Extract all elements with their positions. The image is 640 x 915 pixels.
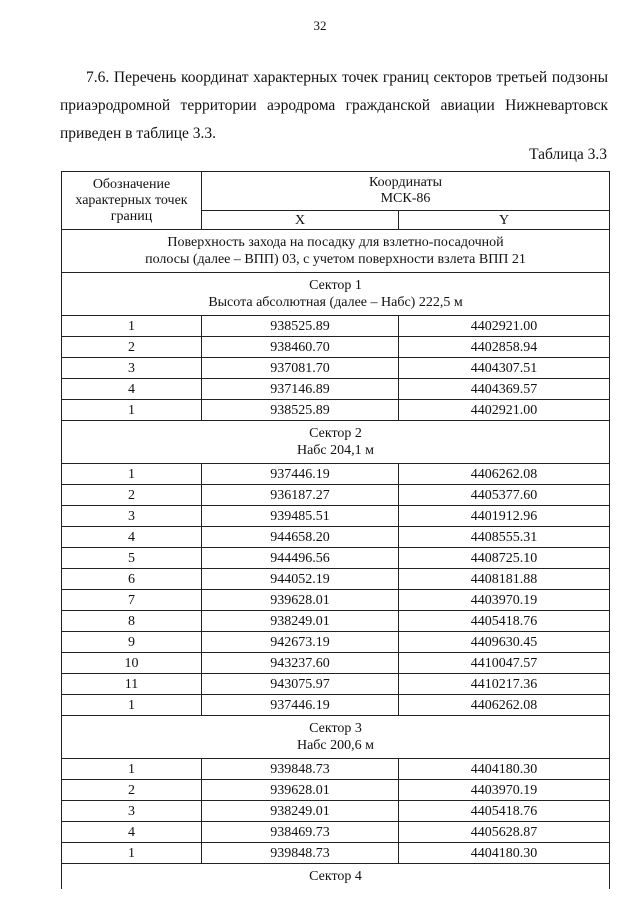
section-title	[62, 230, 610, 273]
point-number-cell: 4	[62, 379, 202, 400]
y-coordinate-cell: 4402858.94	[399, 337, 610, 358]
page-number: 32	[313, 18, 327, 33]
x-coordinate-cell: 936187.27	[202, 485, 399, 506]
x-coordinate-cell: 939628.01	[202, 590, 399, 611]
point-number-cell: 1	[62, 400, 202, 421]
x-coordinate-cell: 938460.70	[202, 337, 399, 358]
table-row	[62, 801, 610, 822]
y-coordinate-cell: 4403970.19	[399, 590, 610, 611]
y-coordinate-cell: 4410217.36	[399, 674, 610, 695]
y-coordinate-cell: 4408181.88	[399, 569, 610, 590]
table-row	[62, 653, 610, 674]
header-y: Y	[399, 211, 610, 230]
table-row	[62, 569, 610, 590]
section-header-row	[62, 421, 610, 464]
x-coordinate-cell: 943237.60	[202, 653, 399, 674]
table-row	[62, 358, 610, 379]
y-coordinate-cell: 4404180.30	[399, 843, 610, 864]
table-row	[62, 548, 610, 569]
x-coordinate-cell: 938249.01	[202, 611, 399, 632]
point-number-cell: 6	[62, 569, 202, 590]
y-coordinate-cell: 4410047.57	[399, 653, 610, 674]
y-coordinate-cell: 4404180.30	[399, 759, 610, 780]
table-row	[62, 590, 610, 611]
point-number-cell: 1	[62, 759, 202, 780]
table-row	[62, 464, 610, 485]
section-title	[62, 716, 610, 759]
table-row	[62, 780, 610, 801]
coordinates-table	[61, 171, 610, 889]
point-number-cell: 5	[62, 548, 202, 569]
x-coordinate-cell: 938469.73	[202, 822, 399, 843]
table-row	[62, 822, 610, 843]
y-coordinate-cell: 4405377.60	[399, 485, 610, 506]
point-number-cell: 1	[62, 464, 202, 485]
point-number-cell: 3	[62, 358, 202, 379]
point-number-cell: 1	[62, 695, 202, 716]
x-coordinate-cell: 944496.56	[202, 548, 399, 569]
section-title-line: Сектор 1	[309, 278, 362, 293]
section-title-line: Набс 200,6 м	[296, 738, 375, 753]
y-coordinate-cell: 4405418.76	[399, 801, 610, 822]
table-row	[62, 485, 610, 506]
x-coordinate-cell: 939485.51	[202, 506, 399, 527]
y-coordinate-cell: 4409630.45	[399, 632, 610, 653]
point-number-cell: 4	[62, 527, 202, 548]
section-header-row	[62, 273, 610, 316]
table-row	[62, 506, 610, 527]
y-coordinate-cell: 4406262.08	[399, 695, 610, 716]
point-number-cell: 3	[62, 506, 202, 527]
section-title-line: полосы (далее – ВПП) 03, с учетом поверхности взлета ВПП 21	[145, 252, 526, 267]
section-title	[62, 421, 610, 464]
x-coordinate-cell: 942673.19	[202, 632, 399, 653]
header-point-designation: Обозначение характерных точек границ	[62, 172, 202, 230]
x-coordinate-cell: 938249.01	[202, 801, 399, 822]
table-row	[62, 611, 610, 632]
section-title	[62, 864, 610, 890]
x-coordinate-cell: 937446.19	[202, 695, 399, 716]
header-x: X	[202, 211, 399, 230]
x-coordinate-cell: 938525.89	[202, 400, 399, 421]
table-row	[62, 379, 610, 400]
y-coordinate-cell: 4401912.96	[399, 506, 610, 527]
paragraph-line: приаэродромной территории аэродрома гражданской авиации Нижневартовск	[60, 97, 608, 114]
x-coordinate-cell: 937081.70	[202, 358, 399, 379]
paragraph-line: приведен в таблице 3.3.	[60, 125, 217, 142]
y-coordinate-cell: 4408725.10	[399, 548, 610, 569]
table-row	[62, 695, 610, 716]
y-coordinate-cell: 4408555.31	[399, 527, 610, 548]
header-coordinates: Координаты МСК-86	[202, 172, 610, 211]
x-coordinate-cell: 939628.01	[202, 780, 399, 801]
section-title-line: Высота абсолютная (далее – Набс) 222,5 м	[208, 295, 463, 310]
section-title-line: Сектор 4	[309, 869, 362, 884]
table-caption: Таблица 3.3	[529, 146, 607, 163]
y-coordinate-cell: 4404369.57	[399, 379, 610, 400]
x-coordinate-cell: 943075.97	[202, 674, 399, 695]
point-number-cell: 2	[62, 337, 202, 358]
y-coordinate-cell: 4405418.76	[399, 611, 610, 632]
point-number-cell: 1	[62, 843, 202, 864]
x-coordinate-cell: 937146.89	[202, 379, 399, 400]
y-coordinate-cell: 4404307.51	[399, 358, 610, 379]
section-header-row	[62, 864, 610, 890]
point-number-cell: 3	[62, 801, 202, 822]
point-number-cell: 2	[62, 780, 202, 801]
table-row	[62, 759, 610, 780]
point-number-cell: 1	[62, 316, 202, 337]
section-title	[62, 273, 610, 316]
table-row	[62, 843, 610, 864]
point-number-cell: 7	[62, 590, 202, 611]
x-coordinate-cell: 944052.19	[202, 569, 399, 590]
x-coordinate-cell: 939848.73	[202, 843, 399, 864]
table-row	[62, 337, 610, 358]
point-number-cell: 11	[62, 674, 202, 695]
x-coordinate-cell: 939848.73	[202, 759, 399, 780]
point-number-cell: 8	[62, 611, 202, 632]
y-coordinate-cell: 4402921.00	[399, 316, 610, 337]
x-coordinate-cell: 937446.19	[202, 464, 399, 485]
y-coordinate-cell: 4402921.00	[399, 400, 610, 421]
y-coordinate-cell: 4405628.87	[399, 822, 610, 843]
section-title-line: Сектор 2	[309, 426, 362, 441]
section-header-row	[62, 230, 610, 273]
point-number-cell: 4	[62, 822, 202, 843]
section-header-row	[62, 716, 610, 759]
table-row	[62, 527, 610, 548]
y-coordinate-cell: 4403970.19	[399, 780, 610, 801]
section-title-line: Набс 204,1 м	[296, 443, 375, 458]
y-coordinate-cell: 4406262.08	[399, 464, 610, 485]
table-header-row	[62, 172, 610, 211]
table-row	[62, 316, 610, 337]
x-coordinate-cell: 944658.20	[202, 527, 399, 548]
table-row	[62, 674, 610, 695]
point-number-cell: 2	[62, 485, 202, 506]
point-number-cell: 9	[62, 632, 202, 653]
point-number-cell: 10	[62, 653, 202, 674]
x-coordinate-cell: 938525.89	[202, 316, 399, 337]
table-row	[62, 400, 610, 421]
paragraph-line: 7.6. Перечень координат характерных точек границ секторов третьей подзоны	[86, 69, 608, 86]
intro-paragraph	[60, 64, 608, 148]
table-row	[62, 632, 610, 653]
section-title-line: Поверхность захода на посадку для взлетно-посадочной	[167, 235, 504, 250]
section-title-line: Сектор 3	[309, 721, 362, 736]
